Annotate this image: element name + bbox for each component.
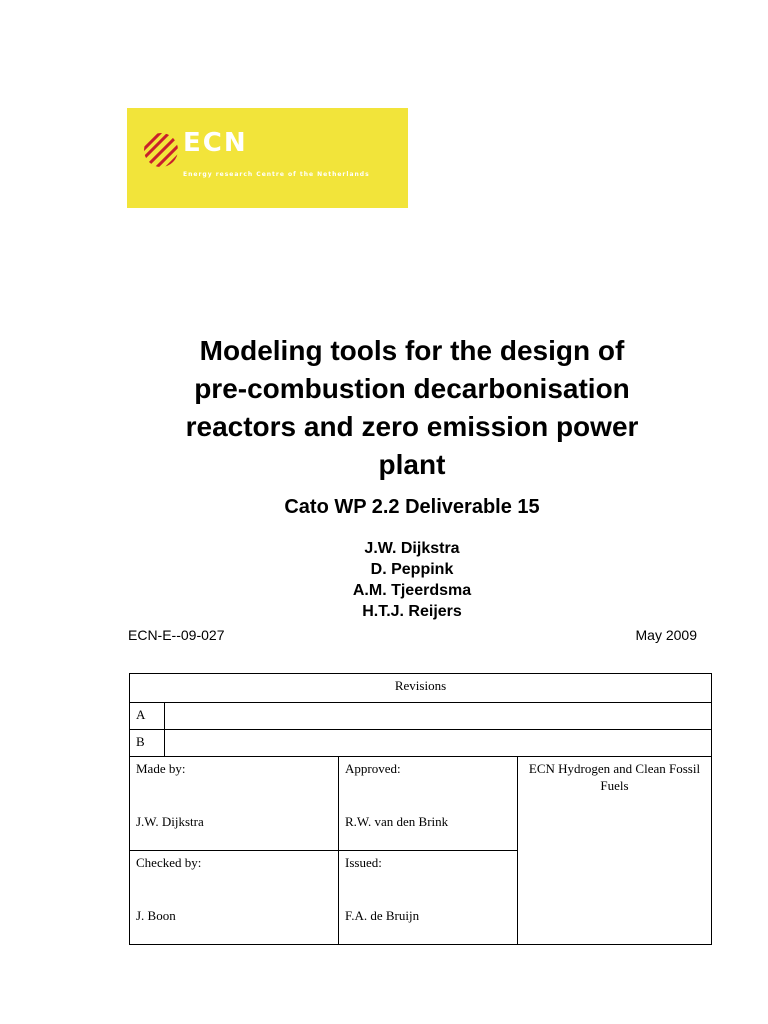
made-by-label: Made by: <box>136 761 186 776</box>
revision-content <box>165 730 712 757</box>
document-subtitle: Cato WP 2.2 Deliverable 15 <box>284 496 540 518</box>
logo-tagline: Energy research Centre of the Netherlands <box>183 171 370 178</box>
document-number: ECN-E--09-027 <box>128 627 225 643</box>
author-name: D. Peppink <box>370 561 454 578</box>
title-line: Modeling tools for the design of <box>199 335 625 366</box>
ecn-logo <box>127 108 408 208</box>
table-row <box>130 757 712 851</box>
logo-name: ECN <box>183 128 248 158</box>
revisions-table <box>129 673 712 945</box>
table-row <box>130 730 712 757</box>
author-name: J.W. Dijkstra <box>364 540 460 557</box>
document-date: May 2009 <box>635 627 697 643</box>
checked-by-value: J. Boon <box>136 908 176 923</box>
checked-by-label: Checked by: <box>136 855 202 870</box>
made-by-value: J.W. Dijkstra <box>136 814 204 829</box>
approved-cell <box>339 757 518 851</box>
author-name: A.M. Tjeerdsma <box>352 582 472 599</box>
table-row <box>130 674 712 703</box>
revision-letter: A <box>130 703 165 730</box>
author-list <box>120 538 704 622</box>
approved-value: R.W. van den Brink <box>345 814 449 829</box>
department-cell: ECN Hydrogen and Clean Fossil Fuels <box>518 757 712 945</box>
table-row <box>130 703 712 730</box>
checked-by-cell <box>130 851 339 945</box>
approved-label: Approved: <box>345 761 401 776</box>
issued-value: F.A. de Bruijn <box>345 908 420 923</box>
issued-label: Issued: <box>345 855 382 870</box>
ecn-sun-mark-icon <box>141 130 181 170</box>
title-line: reactors and zero emission power <box>185 411 639 442</box>
made-by-cell <box>130 757 339 851</box>
title-line: plant <box>378 449 446 480</box>
revision-letter: B <box>130 730 165 757</box>
revision-content <box>165 703 712 730</box>
document-title <box>120 332 704 484</box>
issued-cell <box>339 851 518 945</box>
revisions-header: Revisions <box>130 674 712 703</box>
author-name: H.T.J. Reijers <box>362 603 462 620</box>
title-line: pre-combustion decarbonisation <box>194 373 630 404</box>
